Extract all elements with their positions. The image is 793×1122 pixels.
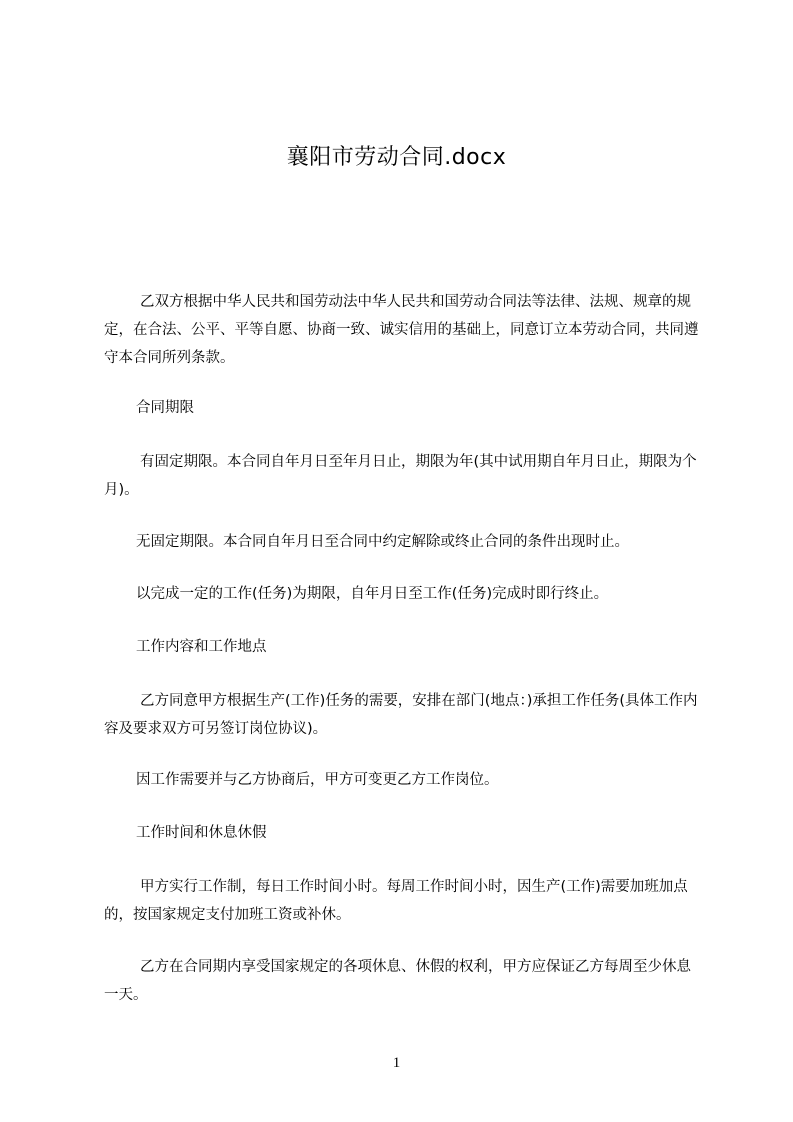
paragraph-task-term: 以完成一定的工作(任务)为期限，自年月日至工作(任务)完成时即行终止。 bbox=[136, 586, 609, 602]
section-heading-contract-term: 合同期限 bbox=[136, 400, 194, 416]
paragraph-open-term: 无固定期限。本合同自年月日至合同中约定解除或终止合同的条件出现时止。 bbox=[136, 534, 629, 550]
document-title: 襄阳市劳动合同.docx bbox=[286, 145, 507, 170]
paragraph-work-schedule: 甲方实行工作制，每日工作时间小时。每周工作时间小时，因生产(工作)需要加班加点的，按国家规定支付加班工资或补休。 bbox=[104, 879, 688, 923]
page-number: 1 bbox=[392, 1055, 401, 1071]
paragraph-intro: 乙双方根据中华人民共和国劳动法中华人民共和国劳动合同法等法律、法规、规章的规定，在合法、公平、平等自愿、协商一致、诚实信用的基础上，同意订立本劳动合同，共同遵守本合同所列条款。 bbox=[104, 294, 699, 366]
paragraph-fixed-term: 有固定期限。本合同自年月日至年月日止，期限为年(其中试用期自年月日止，期限为个月)。 bbox=[104, 454, 697, 498]
paragraph-rest-rights: 乙方在合同期内享受国家规定的各项休息、休假的权利，甲方应保证乙方每周至少休息一天。 bbox=[104, 959, 691, 1003]
paragraph-work-assignment: 乙方同意甲方根据生产(工作)任务的需要，安排在部门(地点：)承担工作任务(具体工作内容及要求双方可另签订岗位协议)。 bbox=[104, 693, 698, 737]
paragraph-position-change: 因工作需要并与乙方协商后，甲方可变更乙方工作岗位。 bbox=[136, 772, 499, 788]
section-heading-work-content: 工作内容和工作地点 bbox=[136, 639, 267, 655]
section-heading-working-hours: 工作时间和休息休假 bbox=[136, 825, 267, 841]
